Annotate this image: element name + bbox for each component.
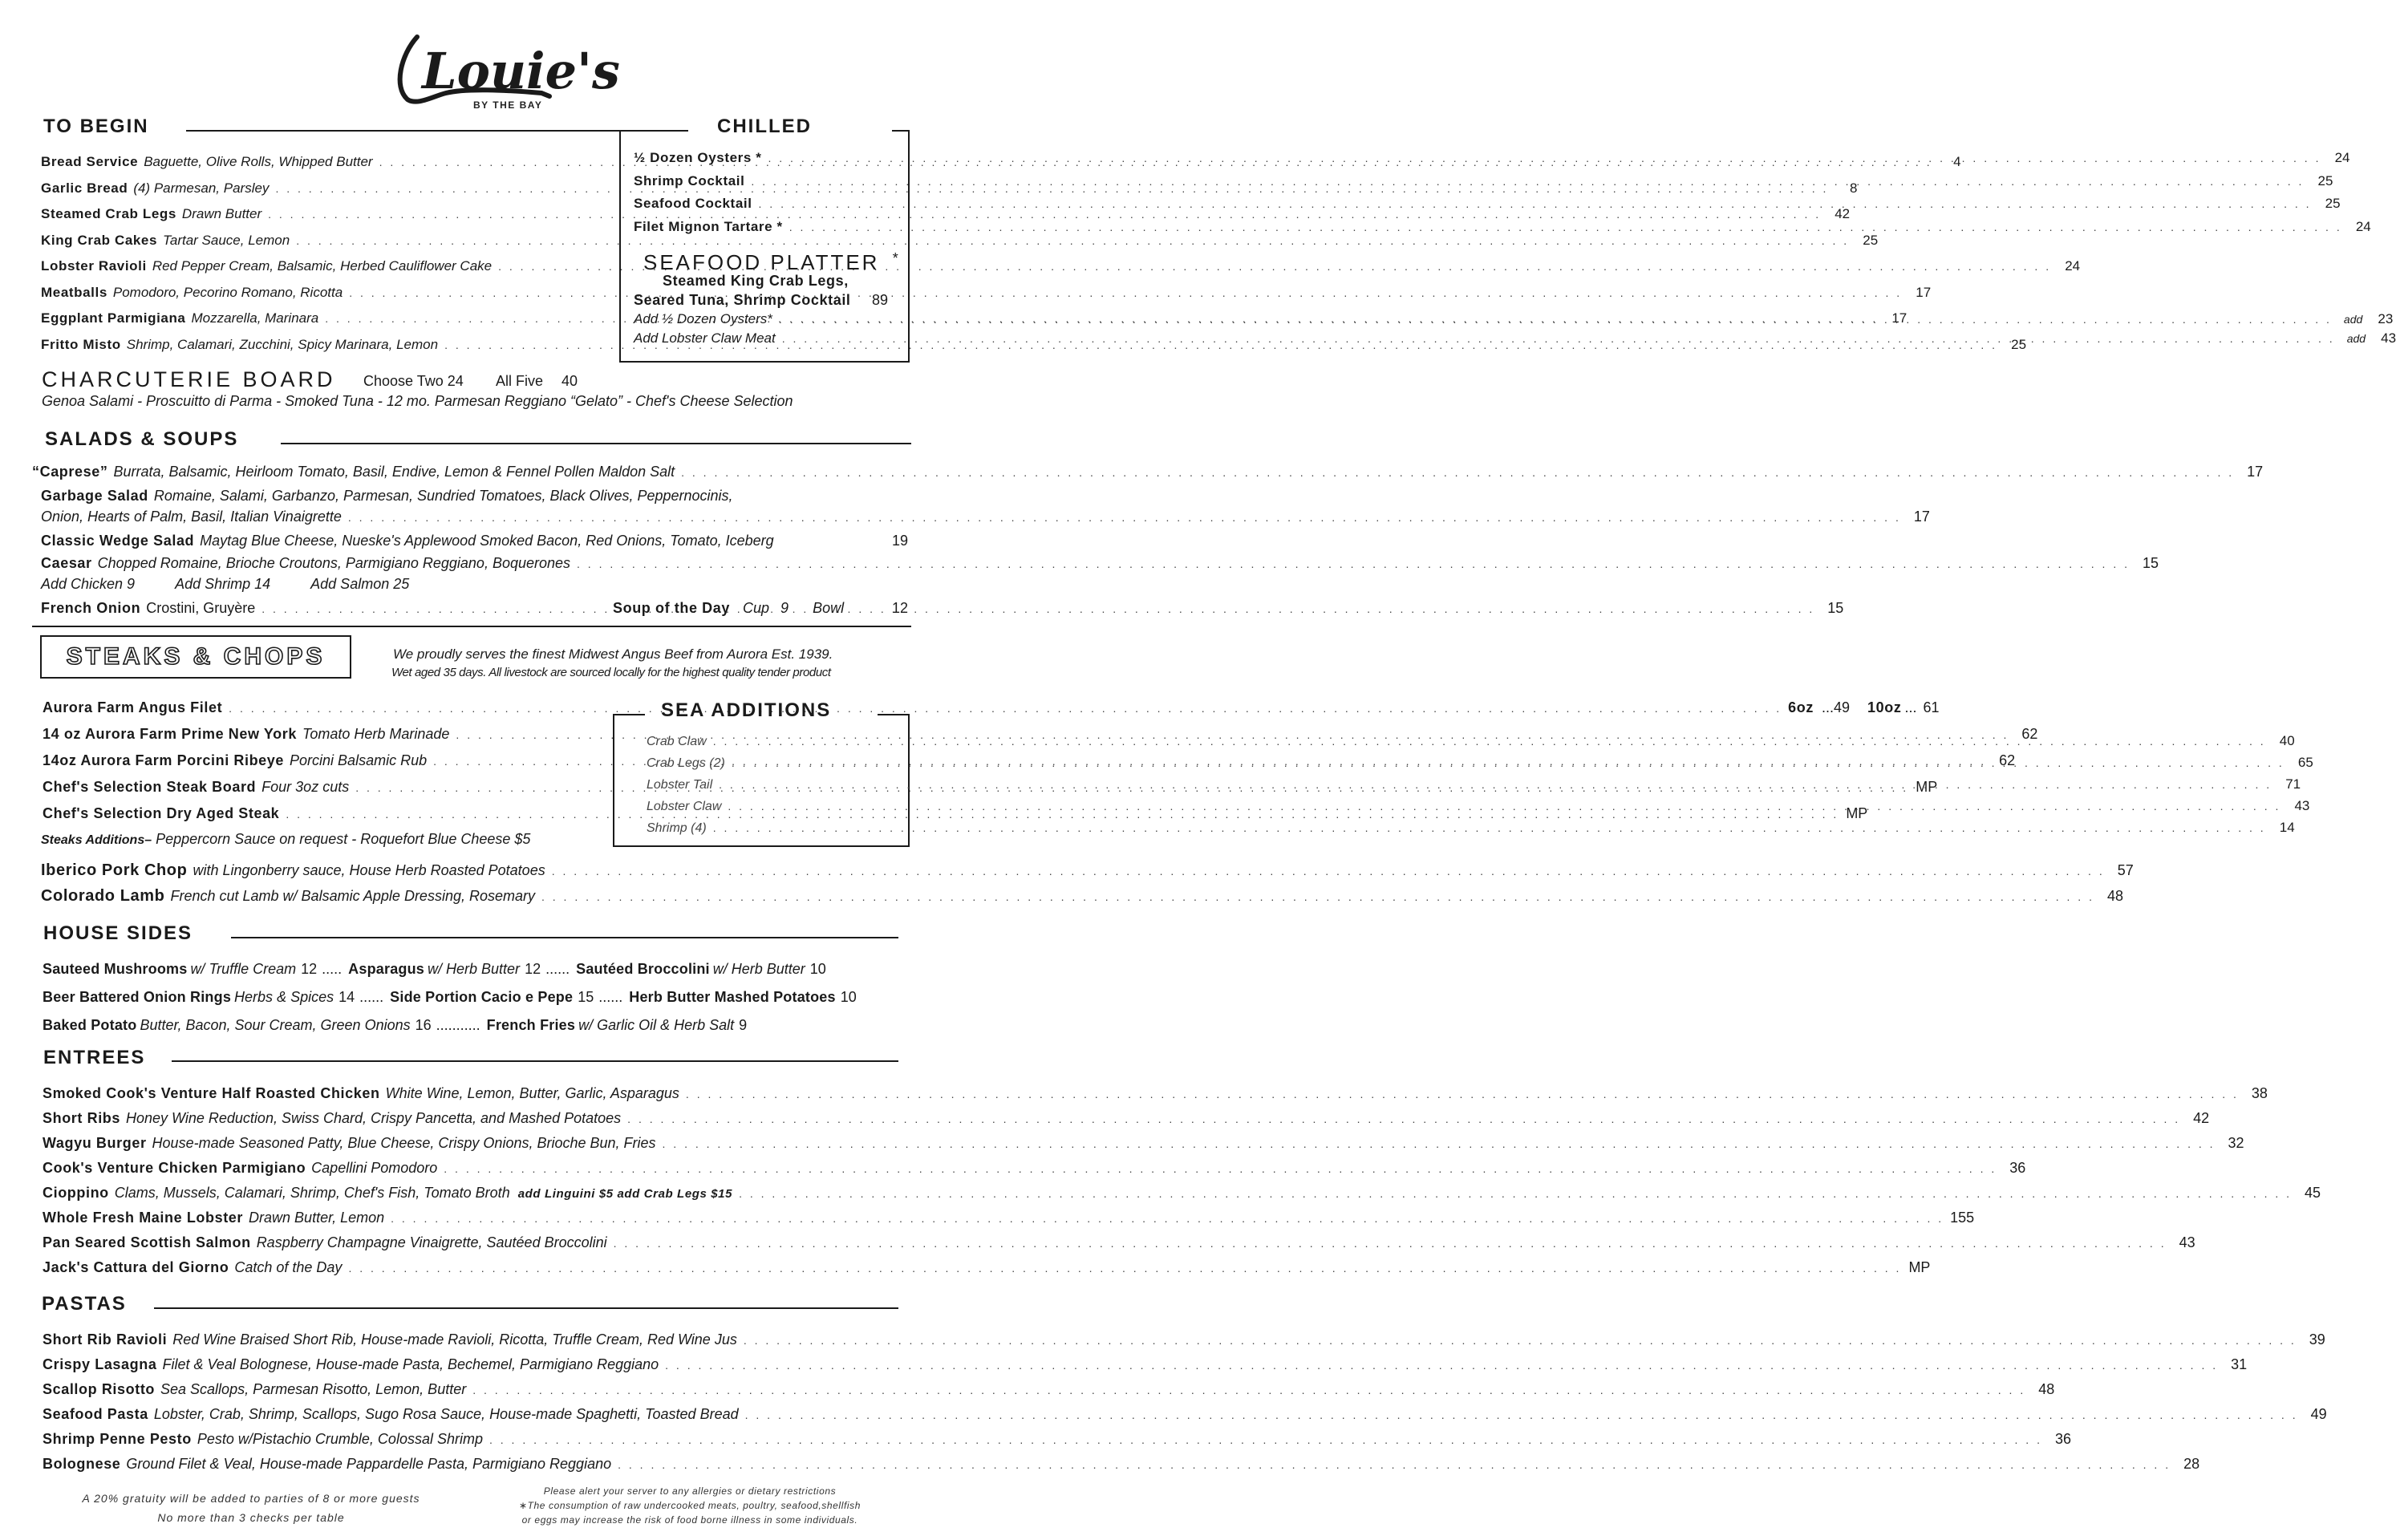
side-item: Asparagus w/ Herb Butter 12 ...... [348, 961, 570, 977]
item-name: Smoked Cook's Venture Half Roasted Chicken [43, 1085, 380, 1101]
item-name: Scallop Risotto [43, 1381, 156, 1397]
item-name: Crispy Lasagna [43, 1356, 157, 1372]
item-price: 4 [1953, 154, 1961, 169]
item-price: 31 [2231, 1356, 2248, 1372]
item-name: Meatballs [41, 284, 107, 300]
side-item: Sautéed Broccolini w/ Herb Butter 10 [576, 961, 826, 977]
item-price: 24 [2334, 150, 2350, 165]
item-name: Steamed Crab Legs [41, 206, 176, 221]
charcuterie-all-five-price: 40 [561, 373, 578, 389]
leader-dots [782, 332, 2335, 345]
item-desc: House-made Seasoned Patty, Blue Cheese, Crispy Onions, Brioche Bun, Fries [152, 1135, 656, 1151]
item-name: 14 oz Aurora Farm Prime New York [43, 726, 297, 742]
item-desc: Lobster Claw [647, 800, 722, 813]
item-price: 36 [2054, 1431, 2071, 1447]
entree-item [43, 1259, 1931, 1276]
item-price: 36 [2009, 1160, 2026, 1176]
salad-garbage: Garbage Salad Romaine, Salami, Garbanzo, Parmesan, Sundried Tomatoes, Black Olives, Peppernocinis, [41, 488, 733, 504]
item-price: MP [1916, 779, 1938, 795]
entree-item [43, 1110, 2210, 1127]
item-name: Chef's Selection Dry Aged Steak [43, 805, 280, 821]
item-desc: Sea Scallops, Parmesan Risotto, Lemon, Butter [160, 1381, 467, 1397]
chilled-rule-right [892, 130, 910, 132]
item-desc: Ground Filet & Veal, House-made Pappardelle Pasta, Parmigiano Reggiano [126, 1456, 612, 1472]
item-name: Bread Service [41, 154, 139, 169]
leader-dots [627, 1112, 2180, 1125]
item-price: 155 [1950, 1210, 1975, 1226]
item-name: Short Rib Ravioli [43, 1331, 168, 1348]
item-desc: Clams, Mussels, Calamari, Shrimp, Chef's Fish, Tomato Broth [114, 1185, 510, 1201]
item-desc: Baguette, Olive Rolls, Whipped Butter [144, 154, 373, 169]
item-price: 17 [1916, 284, 1932, 300]
item-desc: Drawn Butter [181, 206, 262, 221]
leader-dots [618, 1458, 2171, 1471]
item-name: Garlic Bread [41, 180, 128, 196]
leader-dots [768, 152, 2321, 164]
leader-dots [296, 234, 1849, 247]
item-name: Lobster Ravioli [41, 258, 147, 274]
item-price: 43 [2381, 330, 2396, 346]
item-price: 43 [2294, 798, 2310, 813]
item-price: 25 [2011, 336, 2027, 352]
steaks-note-2: Wet aged 35 days. All livestock are sourced locally for the highest quality tender product [391, 666, 831, 679]
item-price: 45 [2305, 1185, 2321, 1201]
footer-checks: No more than 3 checks per table [157, 1511, 345, 1524]
item-price: 25 [2325, 196, 2341, 211]
item-price: 65 [2297, 755, 2313, 770]
seafood-platter-price: 89 [872, 292, 889, 308]
entrees-title: ENTREES [43, 1047, 146, 1068]
item-extra: add Linguini $5 add Crab Legs $15 [517, 1187, 733, 1201]
chilled-item [634, 172, 2333, 189]
steaks-title: STEAKS & CHOPS [40, 635, 351, 679]
item-desc: Tartar Sauce, Lemon [163, 232, 290, 248]
leader-dots [744, 1334, 2297, 1347]
item-price: 17 [1891, 310, 1907, 326]
item-desc: Lobster Tail [647, 778, 713, 792]
soup-of-the-day: Soup of the Day Cup 9 Bowl 12 [613, 600, 908, 616]
entrees-rule [172, 1060, 898, 1062]
leader-dots [779, 313, 2332, 326]
entree-item [43, 1135, 2244, 1152]
leader-dots [719, 778, 2272, 791]
chilled-item [634, 150, 2350, 166]
sides-rule [231, 937, 898, 938]
item-name: Seafood Pasta [43, 1406, 148, 1422]
item-desc: Lobster, Crab, Shrimp, Scallops, Sugo Rosa Sauce, House-made Spaghetti, Toasted Bread [153, 1406, 739, 1422]
entree-item [43, 1185, 2321, 1202]
footer-raw-warning-1: ∗The consumption of raw undercooked meats, poultry, seafood,shellfish [518, 1500, 862, 1511]
leader-dots [349, 286, 1902, 299]
chilled-title: CHILLED [717, 116, 812, 137]
item-name: Seafood Cocktail [634, 196, 752, 211]
to-begin-title: TO BEGIN [43, 116, 149, 137]
item-name: Short Ribs [43, 1110, 121, 1126]
logo [385, 22, 620, 112]
caesar-adds: Add Chicken 9 Add Shrimp 14 Add Salmon 25 [41, 576, 410, 592]
item-desc: Catch of the Day [234, 1259, 343, 1275]
item-price: 32 [2228, 1135, 2244, 1151]
footer-gratuity: A 20% gratuity will be added to parties of 8 or more guests [82, 1492, 420, 1505]
seafood-platter-title: SEAFOOD PLATTER * [643, 250, 901, 274]
sea-additions-title: SEA ADDITIONS [661, 699, 832, 721]
item-name: Cook's Venture Chicken Parmigiano [43, 1160, 306, 1176]
sides-row1 [43, 961, 833, 978]
leader-dots [444, 1162, 1997, 1175]
charcuterie-items: Genoa Salami - Proscuitto di Parma - Smoked Tuna - 12 mo. Parmesan Reggiano “Gelato” - Chef's Cheese Selection [42, 393, 793, 409]
to-begin-rule [186, 130, 688, 132]
item-desc: White Wine, Lemon, Butter, Garlic, Asparagus [385, 1085, 679, 1101]
item-desc: Red Pepper Cream, Balsamic, Herbed Cauliflower Cake [152, 258, 493, 274]
item-desc: Pomodoro, Pecorino Romano, Ricotta [112, 284, 343, 300]
pastas-title: PASTAS [42, 1293, 127, 1315]
salads-rule [281, 443, 911, 444]
side-item: Sauteed Mushrooms w/ Truffle Cream 12 ..... [43, 961, 343, 977]
item-desc: Drawn Butter, Lemon [249, 1210, 385, 1226]
item-name: Wagyu Burger [43, 1135, 147, 1151]
side-item: Baked Potato Butter, Bacon, Sour Cream, Green Onions 16 ........... [43, 1017, 480, 1033]
pasta-item [43, 1406, 2327, 1423]
item-price: 28 [2183, 1456, 2200, 1472]
item-name: Whole Fresh Maine Lobster [43, 1210, 244, 1226]
item-tag: add [2346, 332, 2366, 345]
salads-title: SALADS & SOUPS [45, 428, 239, 450]
item-desc: Crab Claw [647, 735, 707, 748]
item-desc: Raspberry Champagne Vinaigrette, Sautéed Broccolini [256, 1234, 607, 1250]
item-name: Jack's Cattura del Giorno [43, 1259, 229, 1275]
item-desc: Porcini Balsamic Rub [290, 752, 428, 768]
svg-text:Louie's: Louie's [422, 42, 620, 100]
salads-bottom-rule [32, 626, 911, 627]
item-price: 62 [2021, 726, 2038, 742]
footer-raw-warning-2: or eggs may increase the risk of food borne illness in some individuals. [521, 1514, 858, 1526]
item-price: 23 [2378, 311, 2394, 326]
item-desc: Capellini Pomodoro [311, 1160, 438, 1176]
item-price: 8 [1849, 180, 1858, 196]
chilled-item [634, 196, 2341, 212]
entree-item [43, 1160, 2026, 1177]
leader-dots [665, 1359, 2218, 1372]
leader-dots [745, 1408, 2298, 1421]
item-price: MP [1908, 1259, 1931, 1275]
item-name: King Crab Cakes [41, 232, 158, 248]
item-name: Shrimp Penne Pesto [43, 1431, 192, 1447]
pasta-item [43, 1381, 2055, 1398]
leader-dots [789, 221, 2342, 233]
item-desc: Tomato Herb Marinade [302, 726, 450, 742]
item-price: 38 [2251, 1085, 2268, 1101]
item-name: ½ Dozen Oysters * [634, 150, 762, 165]
item-price: 71 [2285, 776, 2301, 792]
to-begin-item [41, 232, 1879, 249]
entree-item [43, 1234, 2195, 1251]
charcuterie-title: CHARCUTERIE BOARD [42, 367, 336, 391]
item-desc: Red Wine Braised Short Rib, House-made Ravioli, Ricotta, Truffle Cream, Red Wine Jus [172, 1331, 737, 1348]
item-desc: Shrimp, Calamari, Zucchini, Spicy Marinara, Lemon [126, 336, 439, 352]
soup-french-onion: French Onion Crostini, Gruyère . . . 15 [41, 600, 577, 617]
item-price: 42 [2193, 1110, 2210, 1126]
item-desc: Crab Legs (2) [647, 756, 725, 770]
item-price: 25 [2317, 172, 2333, 188]
item-desc: Four 3oz cuts [261, 779, 350, 795]
item-price: 14 [2279, 820, 2295, 835]
footer-allergies: Please alert your server to any allergies or dietary restrictions [543, 1485, 837, 1497]
leader-dots [732, 756, 2285, 769]
item-desc: Add ½ Dozen Oysters* [634, 311, 772, 326]
item-tag: add [2343, 313, 2363, 326]
steaks-note-1: We proudly serves the finest Midwest Angus Beef from Aurora Est. 1939. [393, 646, 833, 662]
item-name: Pan Seared Scottish Salmon [43, 1234, 251, 1250]
sides-row3 [43, 1017, 753, 1034]
salad-garbage-cont: Onion, Hearts of Palm, Basil, Italian Vinaigrette . . . 17 [41, 509, 908, 525]
sides-title: HOUSE SIDES [43, 922, 193, 944]
item-price: 39 [2309, 1331, 2325, 1348]
logo-tagline: BY THE BAY [473, 99, 543, 111]
leader-dots [751, 175, 2304, 188]
pasta-item [43, 1456, 2200, 1473]
pasta-item [43, 1331, 2325, 1348]
seafood-platter-line1: Steamed King Crab Legs, [663, 273, 849, 289]
to-begin-item [41, 206, 1851, 222]
item-name: Filet Mignon Tartare * [634, 218, 783, 234]
item-price: MP [1846, 805, 1868, 821]
item-desc: Add Lobster Claw Meat [634, 330, 776, 346]
item-price: 42 [1835, 206, 1851, 221]
pastas-rule [154, 1307, 898, 1309]
charcuterie-all-five: All Five [496, 373, 544, 389]
item-name: Shrimp Cocktail [634, 172, 745, 188]
item-price: 48 [2038, 1381, 2055, 1397]
item-desc: Shrimp (4) [647, 821, 707, 835]
pasta-item [43, 1431, 2071, 1448]
item-price: 24 [2355, 218, 2371, 234]
item-desc: Mozzarella, Marinara [191, 310, 319, 326]
side-item: Herb Butter Mashed Potatoes 10 [629, 989, 857, 1005]
side-item: Side Portion Cacio e Pepe 15 ...... [390, 989, 623, 1005]
item-name: 14oz Aurora Farm Porcini Ribeye [43, 752, 285, 768]
leader-dots [728, 800, 2280, 813]
leader-dots [472, 1384, 2025, 1396]
charcuterie-choose-two: Choose Two 24 [363, 373, 464, 389]
item-name: Fritto Misto [41, 336, 121, 352]
item-name: Eggplant Parmigiana [41, 310, 186, 326]
item-name: Chef's Selection Steak Board [43, 779, 257, 795]
item-price: 49 [2310, 1406, 2327, 1422]
iberico-pork-chop: Iberico Pork Chop with Lingonberry sauce, House Herb Roasted Potatoes . . . 57 [41, 861, 898, 880]
leader-dots [489, 1433, 2042, 1446]
side-item: French Fries w/ Garlic Oil & Herb Salt 9 [486, 1017, 748, 1033]
pasta-item [43, 1356, 2248, 1373]
item-price: 43 [2179, 1234, 2195, 1250]
leader-dots [713, 735, 2266, 748]
side-item: Beer Battered Onion Rings Herbs & Spices 14 ...... [43, 989, 384, 1005]
leader-dots [759, 197, 2312, 210]
leader-dots [391, 1212, 1944, 1225]
leader-dots [663, 1137, 2216, 1150]
steak-additions: Steaks Additions– Peppercorn Sauce on request - Roquefort Blue Cheese $5 [41, 831, 531, 847]
leader-dots [614, 1237, 2167, 1250]
entree-item [43, 1085, 2268, 1102]
item-desc: Pesto w/Pistachio Crumble, Colossal Shrimp [197, 1431, 483, 1447]
item-price: 40 [2279, 733, 2295, 748]
item-price: 24 [2065, 258, 2081, 274]
item-desc: Filet & Veal Bolognese, House-made Pasta, Bechemel, Parmigiano Reggiano [162, 1356, 659, 1372]
item-name: Cioppino [43, 1185, 109, 1201]
leader-dots [348, 1262, 1901, 1275]
leader-dots [713, 821, 2266, 834]
colorado-lamb: Colorado Lamb French cut Lamb w/ Balsamic Apple Dressing, Rosemary . . . 48 [41, 887, 898, 906]
item-price: 62 [1999, 752, 2016, 768]
item-name: Bolognese [43, 1456, 121, 1472]
item-desc: (4) Parmesan, Parsley [133, 180, 270, 196]
chilled-item [634, 218, 2371, 235]
sea-addition-item [647, 820, 2295, 836]
steak-angus-filet: Aurora Farm Angus Filet . . . 6oz ... 49 10oz ... 61 [43, 699, 576, 716]
item-price: 25 [1863, 232, 1879, 248]
salad-wedge: Classic Wedge Salad Maytag Blue Cheese, Nueske's Applewood Smoked Bacon, Red Onions, Tomato, Iceberg 19 [41, 533, 908, 549]
leader-dots [686, 1088, 2239, 1100]
sides-row2 [43, 989, 863, 1006]
salad-caesar: Caesar Chopped Romaine, Brioche Croutons, Parmigiano Reggiano, Boquerones . . . 15 [41, 555, 908, 572]
leader-dots [739, 1187, 2292, 1200]
seafood-platter-line2: Seared Tuna, Shrimp Cocktail [634, 292, 851, 308]
salad-caprese: “Caprese” Burrata, Balsamic, Heirloom Tomato, Basil, Endive, Lemon & Fennel Pollen Maldon Salt . . . 17 [32, 464, 908, 480]
item-desc: Honey Wine Reduction, Swiss Chard, Crispy Pancetta, and Mashed Potatoes [126, 1110, 622, 1126]
entree-item [43, 1210, 1975, 1226]
